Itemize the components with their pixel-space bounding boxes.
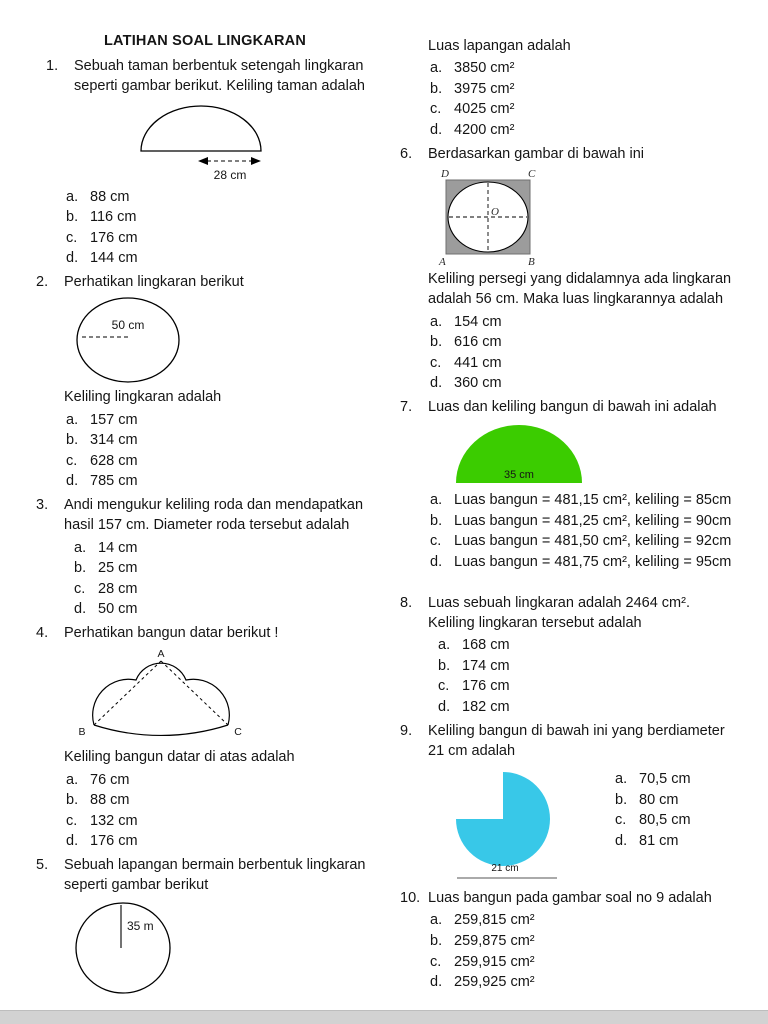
- option-letter: b.: [430, 334, 443, 351]
- option-text: Luas bangun = 481,15 cm², keliling = 85cm: [454, 492, 732, 509]
- answer-option: [74, 558, 374, 579]
- option-letter: d.: [438, 698, 451, 715]
- option-letter: d.: [66, 833, 79, 850]
- option-text: 70,5 cm: [639, 771, 691, 788]
- option-letter: a.: [430, 912, 443, 929]
- option-letter: c.: [430, 101, 442, 118]
- answer-option: [430, 952, 740, 973]
- question-9: [400, 721, 740, 762]
- option-text: 360 cm: [454, 375, 502, 392]
- option-letter: b.: [430, 512, 443, 529]
- right-column: [400, 33, 740, 996]
- answer-option: [430, 120, 740, 141]
- option-letter: c.: [430, 953, 442, 970]
- option-text: 259,925 cm²: [454, 974, 535, 991]
- question-2: [36, 272, 374, 292]
- answer-option: [66, 430, 374, 451]
- question-2-text: Perhatikan lingkaran berikut: [64, 273, 244, 290]
- square-inscribed-circle-figure: [428, 167, 740, 267]
- question-6-number: 6.: [400, 145, 413, 162]
- question-1: [36, 56, 374, 97]
- option-text: 176 cm: [462, 678, 510, 695]
- answer-option: [430, 910, 740, 931]
- figure-dimension-label: 35 m: [127, 919, 154, 934]
- option-letter: b.: [615, 791, 628, 808]
- option-text: 168 cm: [462, 637, 510, 654]
- figure-dimension-label: 28 cm: [213, 167, 247, 182]
- answer-option: [615, 831, 691, 852]
- option-letter: b.: [66, 209, 79, 226]
- question-10-options: [430, 910, 740, 992]
- option-text: 4200 cm²: [454, 122, 515, 139]
- option-letter: b.: [74, 560, 87, 577]
- option-letter: d.: [430, 554, 443, 571]
- figure-corner-a-label: A: [439, 255, 446, 267]
- option-letter: d.: [66, 250, 79, 267]
- option-text: 28 cm: [98, 580, 138, 597]
- left-column: [36, 33, 374, 998]
- option-letter: c.: [74, 580, 86, 597]
- option-letter: a.: [66, 188, 79, 205]
- answer-option: [66, 228, 374, 249]
- figure-corner-b-label: B: [528, 255, 535, 267]
- answer-option: [66, 248, 374, 269]
- question-5-number: 5.: [36, 856, 49, 873]
- page-bottom-edge: [0, 1010, 768, 1024]
- option-letter: a.: [66, 411, 79, 428]
- question-10-text: Luas bangun pada gambar soal no 9 adalah: [428, 890, 712, 907]
- option-letter: d.: [66, 473, 79, 490]
- answer-option: [430, 353, 740, 374]
- answer-option: [66, 471, 374, 492]
- circle-50cm-figure: [71, 295, 374, 385]
- question-4-caption: Keliling bangun datar di atas adalah: [64, 749, 295, 766]
- circle-35m-figure: [71, 900, 374, 996]
- question-1-number: 1.: [46, 58, 59, 74]
- figure-vertex-b-label: B: [78, 726, 86, 739]
- question-7-number: 7.: [400, 398, 413, 415]
- figure-center-o-label: O: [491, 205, 499, 218]
- option-letter: d.: [615, 832, 628, 849]
- option-text: 182 cm: [462, 698, 510, 715]
- answer-option: [615, 769, 691, 790]
- option-text: 3850 cm²: [454, 60, 515, 77]
- option-text: 76 cm: [90, 771, 130, 788]
- question-4-text: Perhatikan bangun datar berikut !: [64, 624, 279, 641]
- option-text: 88 cm: [90, 792, 130, 809]
- answer-option: [430, 972, 740, 993]
- option-letter: d.: [430, 122, 443, 139]
- circle-50cm-svg: [71, 295, 186, 385]
- option-text: Luas bangun = 481,50 cm², keliling = 92cm: [454, 533, 732, 550]
- fan-shape-figure: [66, 647, 374, 745]
- question-2-caption: Keliling lingkaran adalah: [64, 389, 222, 406]
- option-text: 174 cm: [462, 657, 510, 674]
- answer-option: [438, 697, 740, 718]
- option-letter: d.: [74, 601, 87, 618]
- option-text: 80,5 cm: [639, 812, 691, 829]
- question-8-number: 8.: [400, 594, 413, 611]
- option-letter: b.: [66, 432, 79, 449]
- option-text: 616 cm: [454, 334, 502, 351]
- answer-option: [66, 410, 374, 431]
- option-text: 80 cm: [639, 791, 679, 808]
- option-letter: a.: [430, 60, 443, 77]
- option-text: 176 cm: [90, 229, 138, 246]
- question-6-options: [430, 312, 740, 394]
- question-4-options: [66, 770, 374, 852]
- answer-option: [74, 599, 374, 620]
- option-text: 157 cm: [90, 411, 138, 428]
- option-text: 259,875 cm²: [454, 933, 535, 950]
- question-2-options: [66, 410, 374, 492]
- option-text: 116 cm: [90, 209, 137, 226]
- figure-dimension-label: 35 cm: [504, 469, 534, 482]
- option-letter: c.: [66, 229, 78, 246]
- figure-dimension-label: 21 cm: [491, 863, 519, 875]
- question-9-figure-row: [445, 767, 740, 885]
- option-text: 785 cm: [90, 473, 138, 490]
- question-3: [36, 495, 374, 536]
- option-text: 81 cm: [639, 832, 679, 849]
- option-text: 25 cm: [98, 560, 138, 577]
- option-text: 14 cm: [98, 539, 138, 556]
- semicircle-garden-figure: [126, 101, 374, 185]
- figure-dimension-label: 50 cm: [111, 318, 145, 333]
- option-letter: a.: [74, 539, 87, 556]
- option-letter: c.: [615, 812, 627, 829]
- answer-option: [430, 332, 740, 353]
- option-text: Luas bangun = 481,75 cm², keliling = 95cm: [454, 554, 732, 571]
- answer-option: [66, 790, 374, 811]
- option-letter: c.: [430, 533, 442, 550]
- spacer: [400, 576, 740, 590]
- question-3-number: 3.: [36, 496, 49, 513]
- answer-option: [430, 373, 740, 394]
- option-letter: b.: [438, 657, 451, 674]
- option-letter: a.: [66, 771, 79, 788]
- question-7: [400, 397, 740, 417]
- three-quarter-circle-svg: [445, 767, 570, 885]
- answer-option: [74, 538, 374, 559]
- option-text: 88 cm: [90, 188, 130, 205]
- option-letter: b.: [66, 792, 79, 809]
- question-7-text: Luas dan keliling bangun di bawah ini adalah: [428, 398, 717, 415]
- option-text: 3975 cm²: [454, 80, 515, 97]
- answer-option: [74, 579, 374, 600]
- option-letter: a.: [430, 492, 443, 509]
- figure-corner-d-label: D: [441, 167, 449, 180]
- option-letter: c.: [430, 354, 442, 371]
- answer-option: [430, 511, 740, 532]
- option-letter: b.: [430, 933, 443, 950]
- answer-option: [66, 451, 374, 472]
- question-1-text: Sebuah taman berbentuk setengah lingkaran seperti gambar berikut. Keliling taman adalah: [74, 58, 365, 95]
- option-text: 154 cm: [454, 313, 502, 330]
- answer-option: [438, 676, 740, 697]
- option-letter: a.: [615, 771, 628, 788]
- option-text: Luas bangun = 481,25 cm², keliling = 90cm: [454, 512, 732, 529]
- green-semicircle-svg: [452, 421, 587, 487]
- question-10-number: 10.: [400, 890, 421, 907]
- question-8-options: [438, 635, 740, 717]
- option-text: 259,915 cm²: [454, 953, 535, 970]
- answer-option: [430, 490, 740, 511]
- option-letter: d.: [430, 974, 443, 991]
- three-quarter-circle-figure: [445, 767, 570, 885]
- option-letter: a.: [430, 313, 443, 330]
- answer-option: [615, 790, 691, 811]
- question-5-text: Sebuah lapangan bermain berbentuk lingkaran seperti gambar berikut: [64, 856, 366, 894]
- question-10: [400, 888, 740, 908]
- question-3-text: Andi mengukur keliling roda dan mendapatkan hasil 157 cm. Diameter roda tersebut adalah: [64, 496, 364, 534]
- option-text: 259,815 cm²: [454, 912, 535, 929]
- question-8-text: Luas sebuah lingkaran adalah 2464 cm². Keliling lingkaran tersebut adalah: [428, 594, 690, 631]
- answer-option: [66, 770, 374, 791]
- fan-shape-svg: [66, 647, 244, 745]
- question-9-text: Keliling bangun di bawah ini yang berdiameter 21 cm adalah: [428, 722, 725, 759]
- question-6: [400, 144, 740, 164]
- option-text: 176 cm: [90, 833, 138, 850]
- answer-option: [430, 99, 740, 120]
- question-5: [36, 855, 374, 896]
- square-inscribed-circle-svg: [428, 167, 548, 267]
- semicircle-garden-svg: [126, 101, 276, 185]
- circle-35m-svg: [71, 900, 176, 996]
- option-text: 50 cm: [98, 601, 138, 618]
- option-text: 4025 cm²: [454, 101, 515, 118]
- question-6-caption: Keliling persegi yang didalamnya ada lingkaran adalah 56 cm. Maka luas lingkarannya adalah: [428, 270, 732, 308]
- question-7-options: [430, 490, 740, 572]
- green-semicircle-figure: [452, 421, 740, 487]
- question-1-options: [66, 187, 374, 269]
- option-letter: b.: [430, 80, 443, 97]
- answer-option: [615, 810, 691, 831]
- option-letter: c.: [66, 452, 78, 469]
- question-5-options: [430, 58, 740, 140]
- answer-option: [430, 312, 740, 333]
- figure-vertex-a-label: A: [157, 648, 165, 661]
- option-text: 314 cm: [90, 432, 138, 449]
- option-letter: a.: [438, 637, 451, 654]
- question-3-options: [74, 538, 374, 620]
- answer-option: [430, 79, 740, 100]
- question-4-number: 4.: [36, 624, 49, 641]
- answer-option: [66, 811, 374, 832]
- question-9-number: 9.: [400, 722, 413, 739]
- question-2-number: 2.: [36, 273, 49, 290]
- answer-option: [66, 187, 374, 208]
- question-6-text: Berdasarkan gambar di bawah ini: [428, 145, 645, 162]
- option-text: 144 cm: [90, 250, 138, 267]
- option-text: 132 cm: [90, 812, 138, 829]
- figure-corner-c-label: C: [528, 167, 536, 180]
- answer-option: [430, 931, 740, 952]
- answer-option: [430, 58, 740, 79]
- option-text: 628 cm: [90, 452, 138, 469]
- answer-option: [438, 635, 740, 656]
- option-text: 441 cm: [454, 354, 502, 371]
- figure-vertex-c-label: C: [234, 726, 242, 739]
- answer-option: [66, 831, 374, 852]
- question-9-options: [615, 769, 691, 851]
- question-8: [400, 593, 740, 634]
- question-5-continuation: Luas lapangan adalah: [428, 38, 571, 54]
- page-title: LATIHAN SOAL LINGKARAN: [103, 33, 307, 49]
- option-letter: c.: [438, 678, 450, 695]
- option-letter: c.: [66, 812, 78, 829]
- answer-option: [430, 531, 740, 552]
- answer-option: [438, 656, 740, 677]
- option-letter: d.: [430, 375, 443, 392]
- answer-option: [66, 207, 374, 228]
- question-4: [36, 623, 374, 643]
- answer-option: [430, 552, 740, 573]
